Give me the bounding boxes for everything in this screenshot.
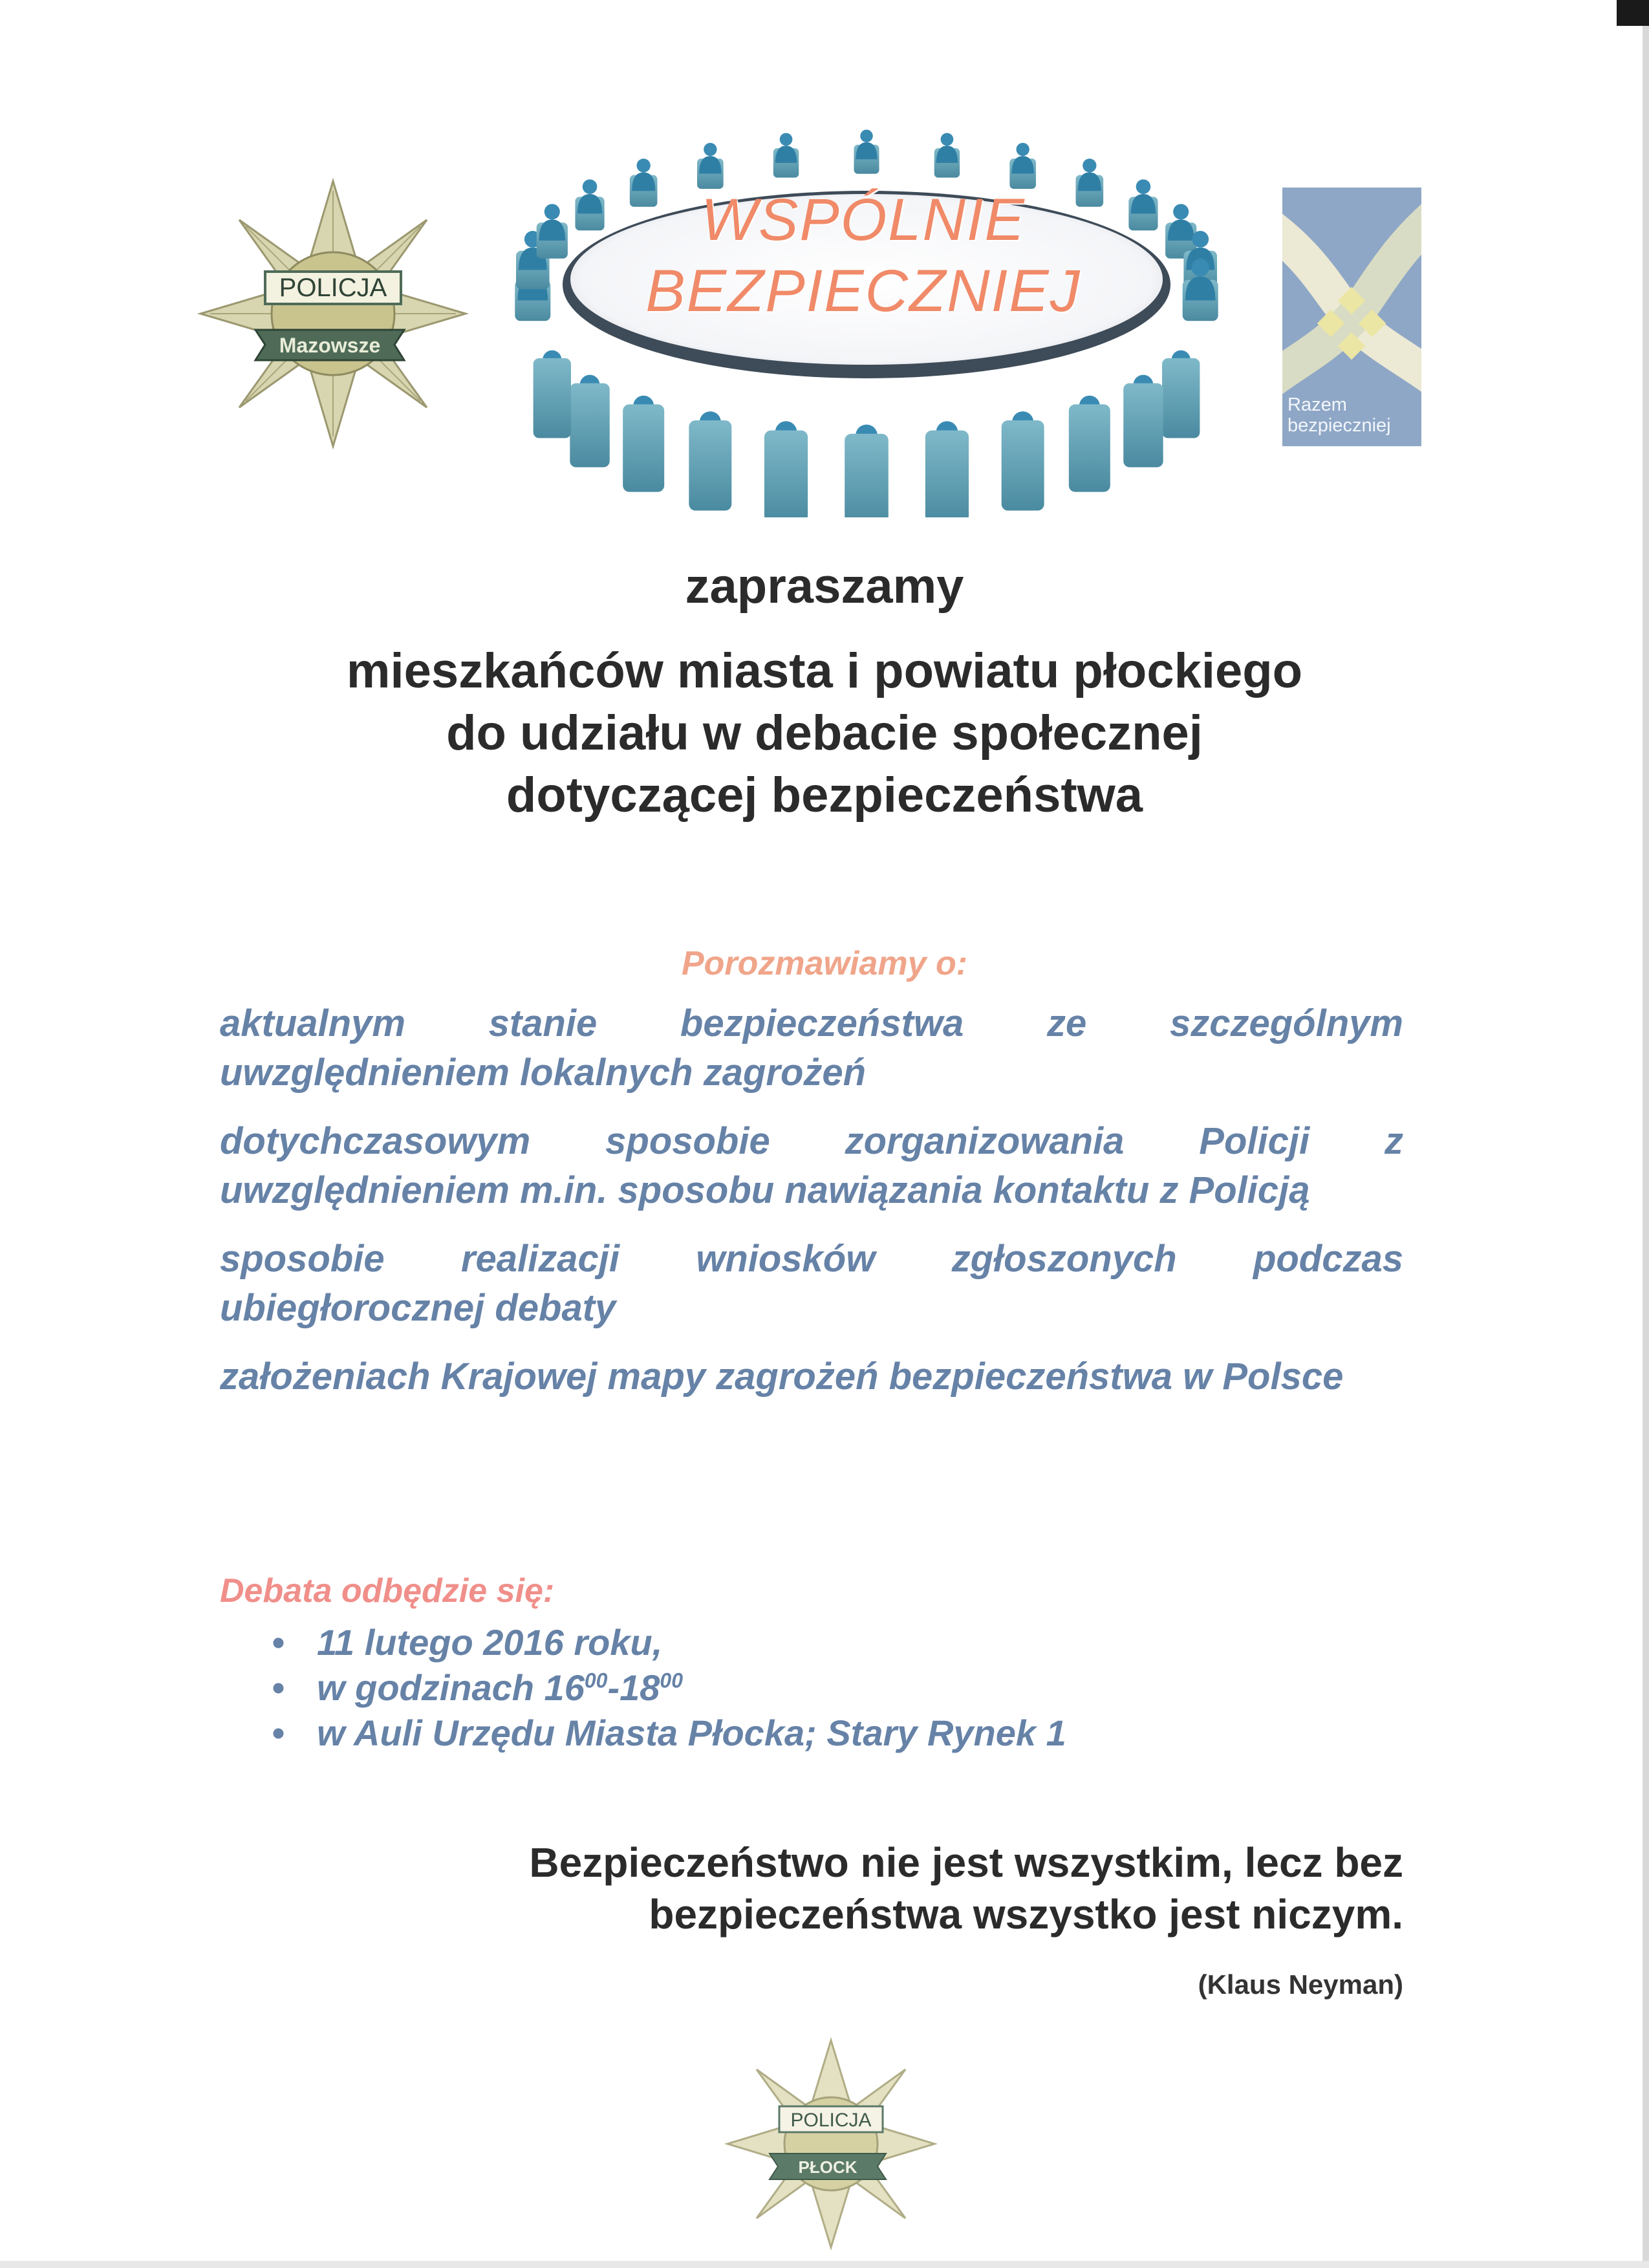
topic-item: założeniach Krajowej mapy zagrożeń bezpieczeństwa w Polsce bbox=[220, 1355, 1344, 1398]
police-plock-badge bbox=[721, 2037, 941, 2251]
debate-time bbox=[272, 1665, 1306, 1711]
meeting-person-icon bbox=[1123, 375, 1163, 468]
debate-time-start: w godzinach 16 bbox=[317, 1667, 585, 1708]
invitation-line-4: dotyczącej bezpieczeństwa bbox=[506, 768, 1143, 823]
meeting-person-icon bbox=[854, 130, 879, 174]
meeting-person-icon bbox=[537, 204, 568, 258]
footer-badge-ribbon-text: PŁOCK bbox=[798, 2157, 857, 2177]
quote-author: (Klaus Neyman) bbox=[1198, 1969, 1403, 2000]
topic-item: sposobie realizacji wniosków zgłoszonych podczas ubiegłorocznej debaty bbox=[220, 1238, 1403, 1329]
razem-label bbox=[1282, 394, 1421, 436]
razem-bezpieczniej-logo bbox=[1282, 188, 1421, 446]
scan-edge bbox=[1643, 0, 1649, 2268]
topic-item: aktualnym stanie bezpieczeństwa ze szczególnym uwzględnieniem lokalnych zagrożeń bbox=[220, 1002, 1403, 1094]
debate-date: • 11 lutego 2016 roku, bbox=[272, 1620, 1306, 1665]
razem-label-line-2: bezpieczniej bbox=[1288, 415, 1391, 436]
meeting-person-icon bbox=[689, 411, 731, 510]
banner-title-line-2: BEZPIECZNIEJ bbox=[645, 258, 1081, 324]
meeting-person-icon bbox=[570, 375, 609, 468]
meeting-person-icon bbox=[1128, 179, 1158, 230]
meeting-person-icon bbox=[1002, 411, 1044, 510]
badge-top-text: POLICJA bbox=[279, 274, 387, 302]
meeting-person-icon bbox=[1069, 396, 1110, 492]
banner-title bbox=[601, 184, 1125, 327]
meeting-person-icon bbox=[764, 421, 808, 517]
debate-time-end: -18 bbox=[607, 1667, 660, 1708]
debate-time-end-minutes: 00 bbox=[660, 1669, 683, 1692]
meeting-person-icon bbox=[575, 179, 604, 230]
meeting-person-icon bbox=[534, 351, 571, 438]
topics-title: Porozmawiamy o: bbox=[681, 945, 968, 982]
meeting-person-icon bbox=[925, 421, 969, 517]
invitation-line-3: do udziału w debacie społecznej bbox=[446, 706, 1203, 761]
invitation-body bbox=[0, 640, 1649, 826]
debate-details-list bbox=[272, 1620, 1306, 1756]
debate-title: Debata odbędzie się: bbox=[220, 1572, 555, 1610]
quote-line-1: Bezpieczeństwo nie jest wszystkim, lecz bez bbox=[529, 1839, 1403, 1886]
meeting-person-icon bbox=[697, 143, 724, 189]
meeting-person-icon bbox=[773, 133, 799, 178]
banner-title-line-1: WSPÓLNIE bbox=[701, 187, 1026, 253]
meeting-person-icon bbox=[934, 133, 960, 178]
meeting-person-icon bbox=[1009, 143, 1036, 189]
scan-bottom-edge bbox=[0, 2261, 1649, 2268]
topics-list bbox=[220, 999, 1403, 1421]
badge-ribbon-text: Mazowsze bbox=[279, 334, 381, 357]
meeting-person-icon bbox=[1165, 204, 1196, 258]
debate-place: • w Auli Urzędu Miasta Płocka; Stary Rynek 1 bbox=[272, 1711, 1306, 1756]
meeting-person-icon bbox=[623, 396, 664, 492]
footer-badge-top-text: POLICJA bbox=[790, 2110, 872, 2131]
invitation-line-2: mieszkańców miasta i powiatu płockiego bbox=[346, 643, 1303, 698]
meeting-person-icon bbox=[1162, 351, 1200, 438]
meeting-person-icon bbox=[845, 424, 889, 517]
invitation-heading: zapraszamy bbox=[685, 559, 964, 614]
debate-time-start-minutes: 00 bbox=[584, 1669, 608, 1692]
quote-line-2: bezpieczeństwa wszystko jest niczym. bbox=[649, 1891, 1403, 1938]
scan-corner bbox=[1617, 0, 1649, 26]
topic-item: dotychczasowym sposobie zorganizowania Policji z uwzględnieniem m.in. sposobu nawiązania kontaktu z Policją bbox=[220, 1120, 1403, 1211]
police-mazowsze-badge bbox=[194, 175, 472, 453]
razem-label-line-1: Razem bbox=[1288, 394, 1347, 415]
quote bbox=[220, 1837, 1403, 1940]
